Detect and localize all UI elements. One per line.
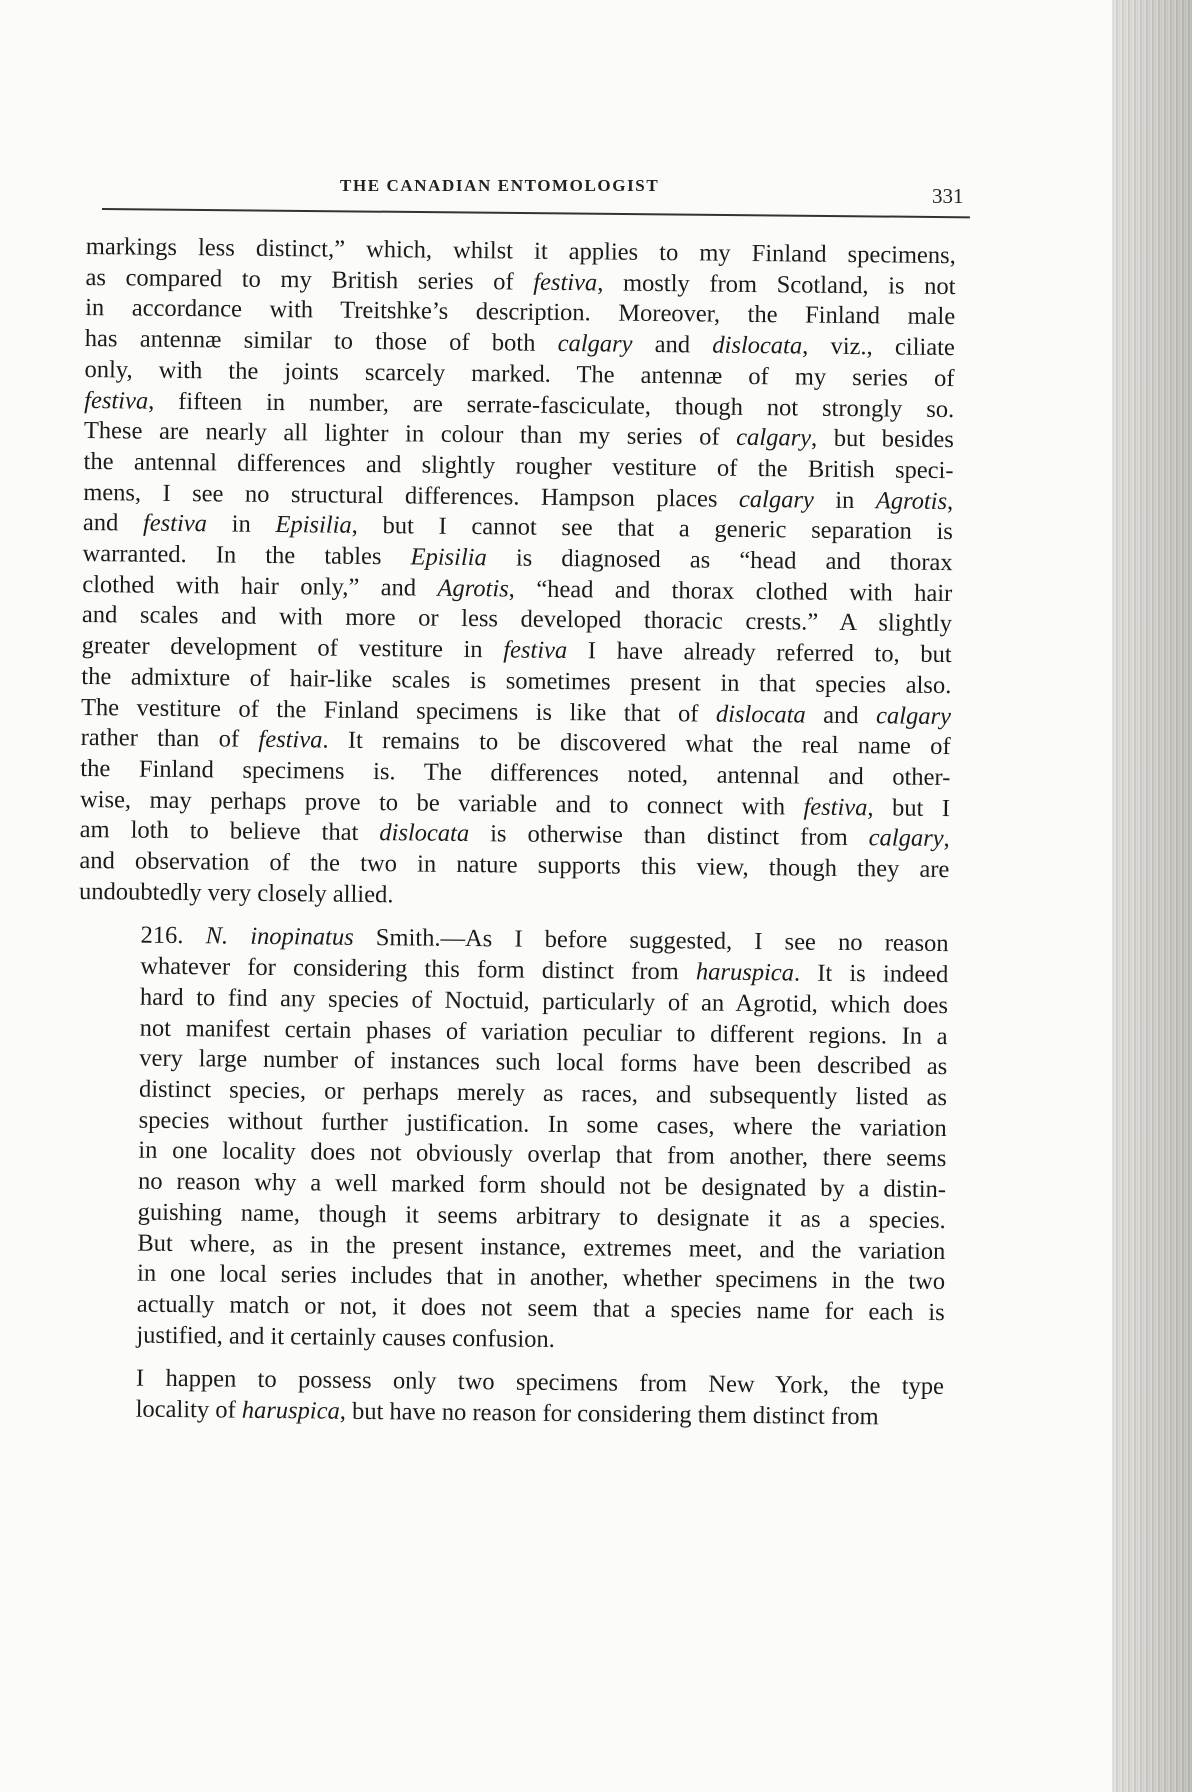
p1-line-14: greater development of vestiture in festiva I have already referred to, but bbox=[81, 632, 952, 669]
species-name: calgary bbox=[557, 330, 633, 358]
p2-line-9: no reason why a well marked form should not be designated by a distin- bbox=[137, 1167, 947, 1204]
species-name: festiva bbox=[533, 268, 598, 297]
species-name: festiva bbox=[142, 509, 208, 538]
p2-line-7: species without further justification. In some cases, where the variation bbox=[138, 1106, 947, 1142]
p1-line-10: and festiva in Episilia, but I cannot see that a generic separation is bbox=[82, 509, 954, 546]
p1-line-6: festiva, fifteen in number, are serrate-fasciculate, though not strongly so. bbox=[84, 386, 955, 423]
species-name: calgary bbox=[868, 824, 944, 853]
species-name: haruspica bbox=[695, 958, 795, 987]
p1-line-17: rather than of festiva. It remains to be discovered what the real name of bbox=[80, 724, 951, 761]
p2-line-1: 216. N. inopinatus Smith.—As I before suggested, I see no reason bbox=[140, 922, 949, 958]
p2-line-2: whatever for considering this form distinct from haruspica. It is indeed bbox=[140, 952, 949, 989]
p2-line-10: guishing name, though it seems arbitrary to designate it as a species. bbox=[137, 1198, 946, 1234]
p1-line-4: has antennæ similar to those of both calgary and dislocata, viz., ciliate bbox=[84, 325, 955, 362]
p1-line-11: warranted. In the tables Episilia is diagnosed as “head and thorax bbox=[82, 540, 953, 577]
species-name: Agrotis bbox=[437, 574, 509, 603]
p3-line-1: I happen to possess only two specimens from New York, the type bbox=[135, 1364, 945, 1401]
p1-line-13: and scales and with more or less developed thoracic crests.” A slightly bbox=[81, 601, 953, 638]
p1-line-19: wise, may perhaps prove to be variable and to connect with festiva, but I bbox=[79, 785, 951, 822]
p1-line-16: The vestiture of the Finland specimens is like that of dislocata and calgary bbox=[80, 693, 952, 730]
p2-line-11: But where, as in the present instance, extremes meet, and the variation bbox=[137, 1229, 946, 1265]
p2-line-5: very large number of instances such local forms have been described as bbox=[139, 1044, 948, 1081]
species-name: dislocata bbox=[712, 331, 803, 360]
species-name: Agrotis bbox=[875, 486, 948, 515]
p1-line-21: and observation of the two in nature supports this view, though they are bbox=[79, 847, 950, 884]
p1-line-15: the admixture of hair-like scales is sometimes present in that species also. bbox=[81, 662, 952, 699]
p2-line-8: in one locality does not obviously overlap that from another, there seems bbox=[138, 1136, 947, 1173]
p1-line-22: undoubtedly very closely allied. bbox=[78, 877, 394, 909]
species-name: dislocata bbox=[379, 819, 470, 848]
species-name: dislocata bbox=[715, 700, 806, 729]
body-text bbox=[74, 232, 956, 1434]
species-name: festiva bbox=[84, 386, 149, 415]
p2-line-6: distinct species, or perhaps merely as races, and subsequently listed as bbox=[138, 1075, 948, 1112]
p1-line-12: clothed with hair only,” and Agrotis, “head and thorax clothed with hair bbox=[82, 570, 953, 607]
species-name: haruspica bbox=[241, 1396, 340, 1425]
header-rule bbox=[102, 208, 970, 218]
paragraph-inopinatus bbox=[74, 920, 948, 1359]
p1-line-5: only, with the joints scarcely marked. The antennæ of my series of bbox=[84, 355, 955, 392]
running-head: THE CANADIAN ENTOMOLOGIST bbox=[340, 176, 660, 195]
p1-line-20: am loth to believe that dislocata is otherwise than distinct from calgary, bbox=[79, 816, 950, 853]
p3-line-2: locality of haruspica, but have no reason for considering them distinct from bbox=[135, 1395, 879, 1431]
p1-line-2: as compared to my British series of festiva, mostly from Scotland, is not bbox=[85, 263, 956, 300]
page-number: 331 bbox=[932, 184, 964, 208]
species-name: festiva bbox=[503, 636, 568, 665]
paragraph-new-york-specimens bbox=[74, 1363, 945, 1434]
species-name: Episilia bbox=[275, 511, 352, 540]
species-name: calgary bbox=[736, 424, 812, 452]
p1-line-1: markings less distinct,” which, whilst it applies to my Finland specimens, bbox=[85, 232, 956, 270]
paragraph-festiva-discussion bbox=[79, 232, 956, 917]
p1-line-8: the antennal differences and slightly rougher vestiture of the British speci- bbox=[83, 447, 954, 485]
p2-line-14: justified, and it certainly causes confusion. bbox=[136, 1321, 556, 1353]
species-name: Episilia bbox=[410, 543, 487, 572]
species-name: calgary bbox=[738, 485, 814, 514]
species-name: calgary bbox=[875, 701, 952, 730]
p2-line-3: hard to find any species of Noctuid, particularly of an Agrotid, which does bbox=[139, 983, 949, 1019]
p1-line-18: the Finland specimens is. The differences noted, antennal and other- bbox=[80, 754, 951, 792]
species-name: festiva bbox=[258, 726, 323, 754]
p1-line-3: in accordance with Treitshke’s description. Moreover, the Finland male bbox=[85, 294, 956, 331]
p1-line-7: These are nearly all lighter in colour than my series of calgary, but besides bbox=[83, 417, 955, 454]
page-edges bbox=[1112, 0, 1192, 1792]
species-name: N. inopinatus bbox=[205, 922, 354, 952]
p2-line-13: actually match or not, it does not seem that a species name for each is bbox=[136, 1290, 945, 1326]
p1-line-9: mens, I see no structural differences. Hampson places calgary in Agrotis, bbox=[83, 478, 954, 515]
species-name: festiva bbox=[803, 793, 868, 821]
p2-line-12: in one local series includes that in another, whether specimens in the two bbox=[136, 1259, 946, 1296]
p2-line-4: not manifest certain phases of variation peculiar to different regions. In a bbox=[139, 1014, 948, 1050]
